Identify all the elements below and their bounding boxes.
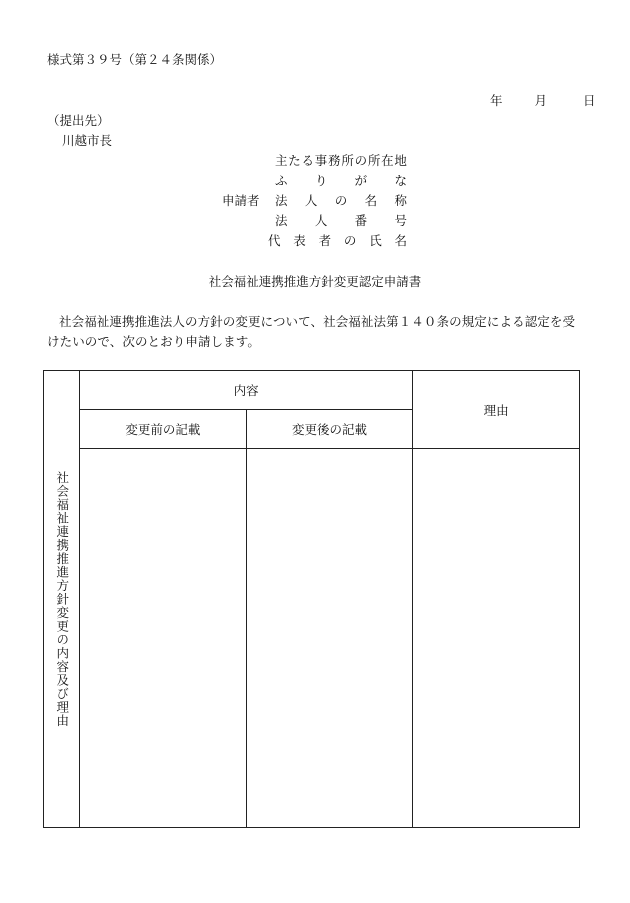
side-label: 社会福祉連携推進方針変更の内容及び理由: [54, 470, 70, 728]
after-entry-cell[interactable]: [246, 449, 413, 828]
reason-header: 理由: [413, 371, 580, 449]
submit-to-label: （提出先）: [47, 113, 110, 128]
addressee: 川越市長: [62, 133, 113, 148]
date-year-label: 年: [490, 93, 503, 108]
change-details-table: [43, 370, 580, 828]
field-representative-name: 代 表 者 の 氏 名: [268, 233, 407, 248]
before-header: 変更前の記載: [80, 410, 247, 449]
date-day-label: 日: [583, 93, 596, 108]
field-office-address: 主 た る 事 務 所 の 所 在 地: [275, 153, 407, 168]
side-label-cell: [44, 371, 80, 828]
document-title: 社会福祉連携推進方針変更認定申請書: [208, 274, 422, 289]
field-furigana: ふ り が な: [275, 173, 407, 188]
after-header: 変更後の記載: [246, 410, 413, 449]
reason-entry-cell[interactable]: [413, 449, 580, 828]
date-line: [490, 91, 596, 109]
field-corporation-name: 法 人 の 名 称: [275, 193, 407, 208]
application-statement: 社会福祉連携推進法人の方針の変更について、社会福祉法第１４０条の規定による認定を受けたいので、次のとおり申請します。: [47, 314, 576, 349]
date-month-label: 月: [534, 93, 548, 108]
form-number: 様式第３９号（第２４条関係）: [47, 52, 223, 67]
applicant-label: 申請者: [222, 193, 260, 208]
field-corporation-number: 法 人 番 号: [275, 213, 407, 228]
content-header: 内容: [80, 371, 413, 410]
before-entry-cell[interactable]: [80, 449, 247, 828]
